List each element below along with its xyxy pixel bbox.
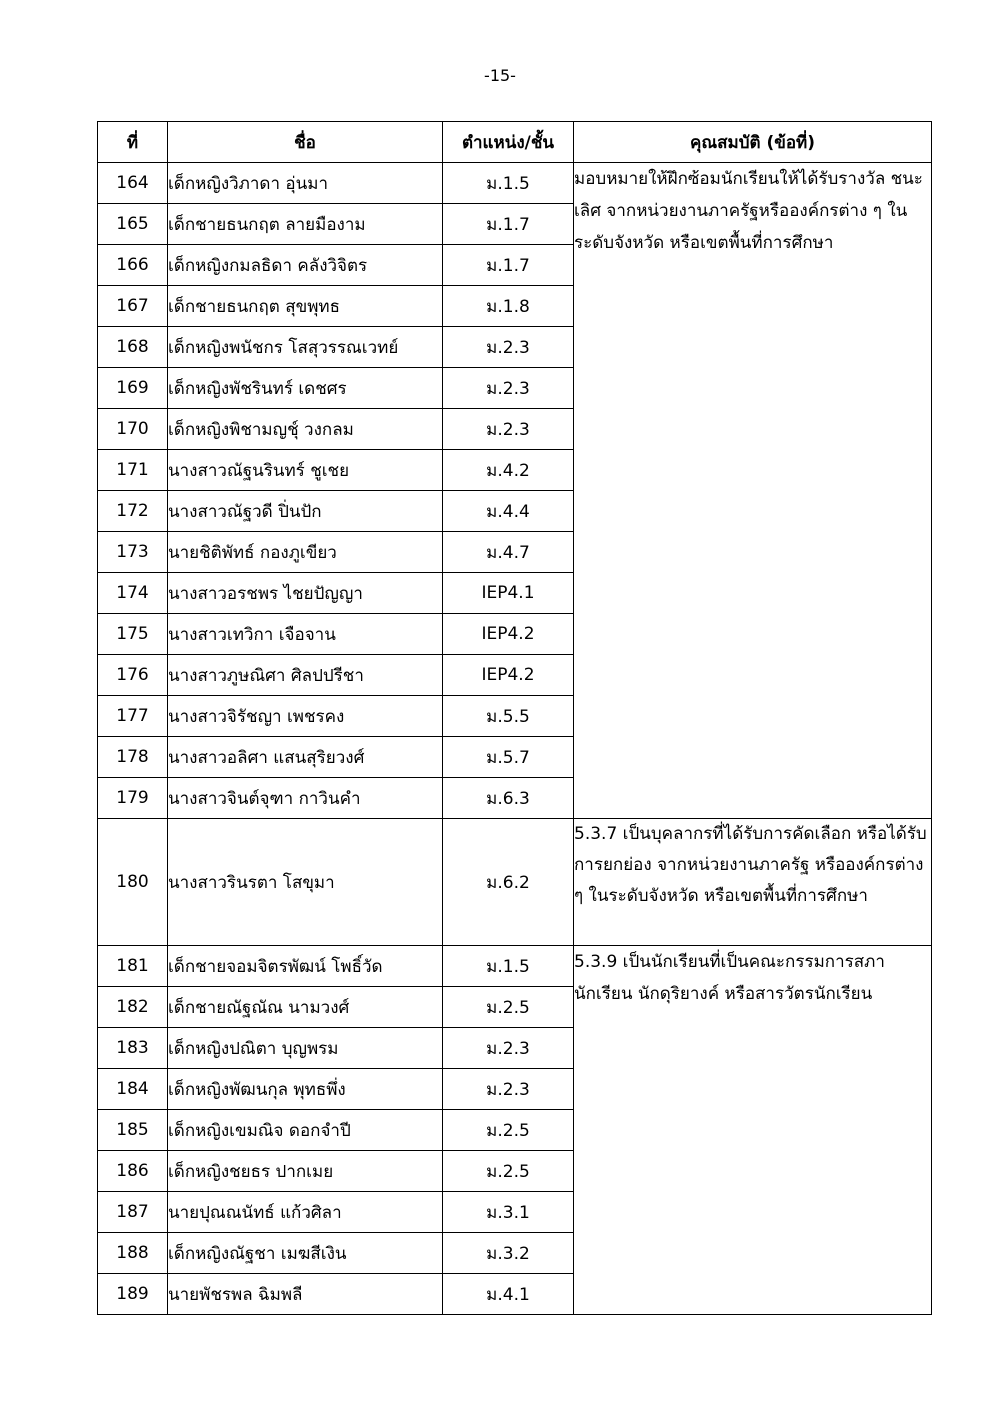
- row-number: 183: [98, 1028, 168, 1069]
- student-name: นางสาวจิรัชญา เพชรคง: [168, 696, 443, 737]
- row-number: 188: [98, 1233, 168, 1274]
- student-name: นางสาวณัฐนรินทร์ ชูเชย: [168, 450, 443, 491]
- student-name: เด็กหญิงเขมณิจ ดอกจำปี: [168, 1110, 443, 1151]
- row-number: 176: [98, 655, 168, 696]
- class-level: ม.5.7: [443, 737, 574, 778]
- student-name: เด็กหญิงปณิตา บุญพรม: [168, 1028, 443, 1069]
- qualification-cell: 5.3.7 เป็นบุคลากรที่ได้รับการคัดเลือก หรือได้รับการยกย่อง จากหน่วยงานภาครัฐ หรือองค์กรต่าง ๆ ในระดับจังหวัด หรือเขตพื้นที่การศึกษา: [574, 819, 932, 946]
- class-level: IEP4.1: [443, 573, 574, 614]
- header-row: [98, 122, 932, 163]
- class-level: ม.1.7: [443, 245, 574, 286]
- class-level: ม.4.7: [443, 532, 574, 573]
- header-qualification: คุณสมบัติ (ข้อที่): [574, 122, 932, 163]
- row-number: 164: [98, 163, 168, 204]
- row-number: 172: [98, 491, 168, 532]
- student-name: เด็กหญิงพัชรินทร์ เดชศร: [168, 368, 443, 409]
- class-level: ม.1.7: [443, 204, 574, 245]
- student-name: นายชิติพัทธ์ กองภูเขียว: [168, 532, 443, 573]
- student-name: นายปุณณนัทธ์ แก้วศิลา: [168, 1192, 443, 1233]
- student-name: เด็กหญิงกมลธิดา คลังวิจิตร: [168, 245, 443, 286]
- table-row: [98, 819, 932, 946]
- class-level: ม.2.3: [443, 368, 574, 409]
- row-number: 181: [98, 946, 168, 987]
- row-number: 175: [98, 614, 168, 655]
- student-name: เด็กหญิงชยธร ปากเมย: [168, 1151, 443, 1192]
- class-level: ม.1.5: [443, 946, 574, 987]
- class-level: ม.2.3: [443, 1028, 574, 1069]
- header-class: ตำแหน่ง/ชั้น: [443, 122, 574, 163]
- table-header: [98, 122, 932, 163]
- row-number: 168: [98, 327, 168, 368]
- row-number: 165: [98, 204, 168, 245]
- class-level: ม.3.1: [443, 1192, 574, 1233]
- row-number: 166: [98, 245, 168, 286]
- class-level: ม.2.3: [443, 409, 574, 450]
- class-level: ม.6.3: [443, 778, 574, 819]
- class-level: ม.2.3: [443, 327, 574, 368]
- row-number: 177: [98, 696, 168, 737]
- student-name: นางสาวอรชพร ไชยปัญญา: [168, 573, 443, 614]
- row-number: 185: [98, 1110, 168, 1151]
- row-number: 187: [98, 1192, 168, 1233]
- student-name: เด็กชายธนกฤต ลายมืองาม: [168, 204, 443, 245]
- student-name: นางสาวอลิศา แสนสุริยวงศ์: [168, 737, 443, 778]
- class-level: ม.6.2: [443, 819, 574, 946]
- header-name: ชื่อ: [168, 122, 443, 163]
- class-level: ม.2.3: [443, 1069, 574, 1110]
- table-row: [98, 946, 932, 987]
- student-name: เด็กหญิงพนัชกร โสสุวรรณเวทย์: [168, 327, 443, 368]
- student-name: เด็กหญิงพัฒนกุล พุทธพึ่ง: [168, 1069, 443, 1110]
- student-name: นางสาวณัฐวดี ปิ่นปัก: [168, 491, 443, 532]
- class-level: ม.2.5: [443, 1110, 574, 1151]
- row-number: 178: [98, 737, 168, 778]
- row-number: 174: [98, 573, 168, 614]
- table-row: [98, 163, 932, 204]
- student-name: เด็กหญิงวิภาดา อุ่นมา: [168, 163, 443, 204]
- row-number: 186: [98, 1151, 168, 1192]
- header-no: ที่: [98, 122, 168, 163]
- row-number: 180: [98, 819, 168, 946]
- qualification-cell: 5.3.9 เป็นนักเรียนที่เป็นคณะกรรมการสภานักเรียน นักดุริยางค์ หรือสารวัตรนักเรียน: [574, 946, 932, 1315]
- student-name: นางสาวจินต์จุฑา กาวินคำ: [168, 778, 443, 819]
- student-name: เด็กหญิงพิชามญชุ์ วงกลม: [168, 409, 443, 450]
- class-level: ม.2.5: [443, 987, 574, 1028]
- student-name: นายพัชรพล ฉิมพลี: [168, 1274, 443, 1315]
- student-name: เด็กชายณัฐณัณ นามวงศ์: [168, 987, 443, 1028]
- class-level: ม.2.5: [443, 1151, 574, 1192]
- class-level: ม.1.5: [443, 163, 574, 204]
- row-number: 182: [98, 987, 168, 1028]
- class-level: ม.4.4: [443, 491, 574, 532]
- student-name: เด็กหญิงณัฐชา เมฆสีเงิน: [168, 1233, 443, 1274]
- class-level: ม.5.5: [443, 696, 574, 737]
- student-name: นางสาวรินรตา โสขุมา: [168, 819, 443, 946]
- student-table: [97, 121, 932, 1315]
- row-number: 169: [98, 368, 168, 409]
- row-number: 184: [98, 1069, 168, 1110]
- student-name: นางสาวเทวิกา เจือจาน: [168, 614, 443, 655]
- row-number: 179: [98, 778, 168, 819]
- row-number: 170: [98, 409, 168, 450]
- table-body: [98, 163, 932, 1315]
- class-level: ม.4.2: [443, 450, 574, 491]
- row-number: 171: [98, 450, 168, 491]
- row-number: 167: [98, 286, 168, 327]
- class-level: ม.1.8: [443, 286, 574, 327]
- qualification-cell: มอบหมายให้ฝึกซ้อมนักเรียนให้ได้รับรางวัล ชนะเลิศ จากหน่วยงานภาครัฐหรือองค์กรต่าง ๆ ในระดับจังหวัด หรือเขตพื้นที่การศึกษา: [574, 163, 932, 819]
- class-level: IEP4.2: [443, 655, 574, 696]
- page-number: -15-: [484, 66, 516, 85]
- student-name: เด็กชายธนกฤต สุขพุทธ: [168, 286, 443, 327]
- student-name: นางสาวภูษณิศา ศิลปปรีชา: [168, 655, 443, 696]
- student-name: เด็กชายจอมจิตรพัฒน์ โพธิ์วัด: [168, 946, 443, 987]
- class-level: ม.3.2: [443, 1233, 574, 1274]
- row-number: 173: [98, 532, 168, 573]
- row-number: 189: [98, 1274, 168, 1315]
- class-level: IEP4.2: [443, 614, 574, 655]
- class-level: ม.4.1: [443, 1274, 574, 1315]
